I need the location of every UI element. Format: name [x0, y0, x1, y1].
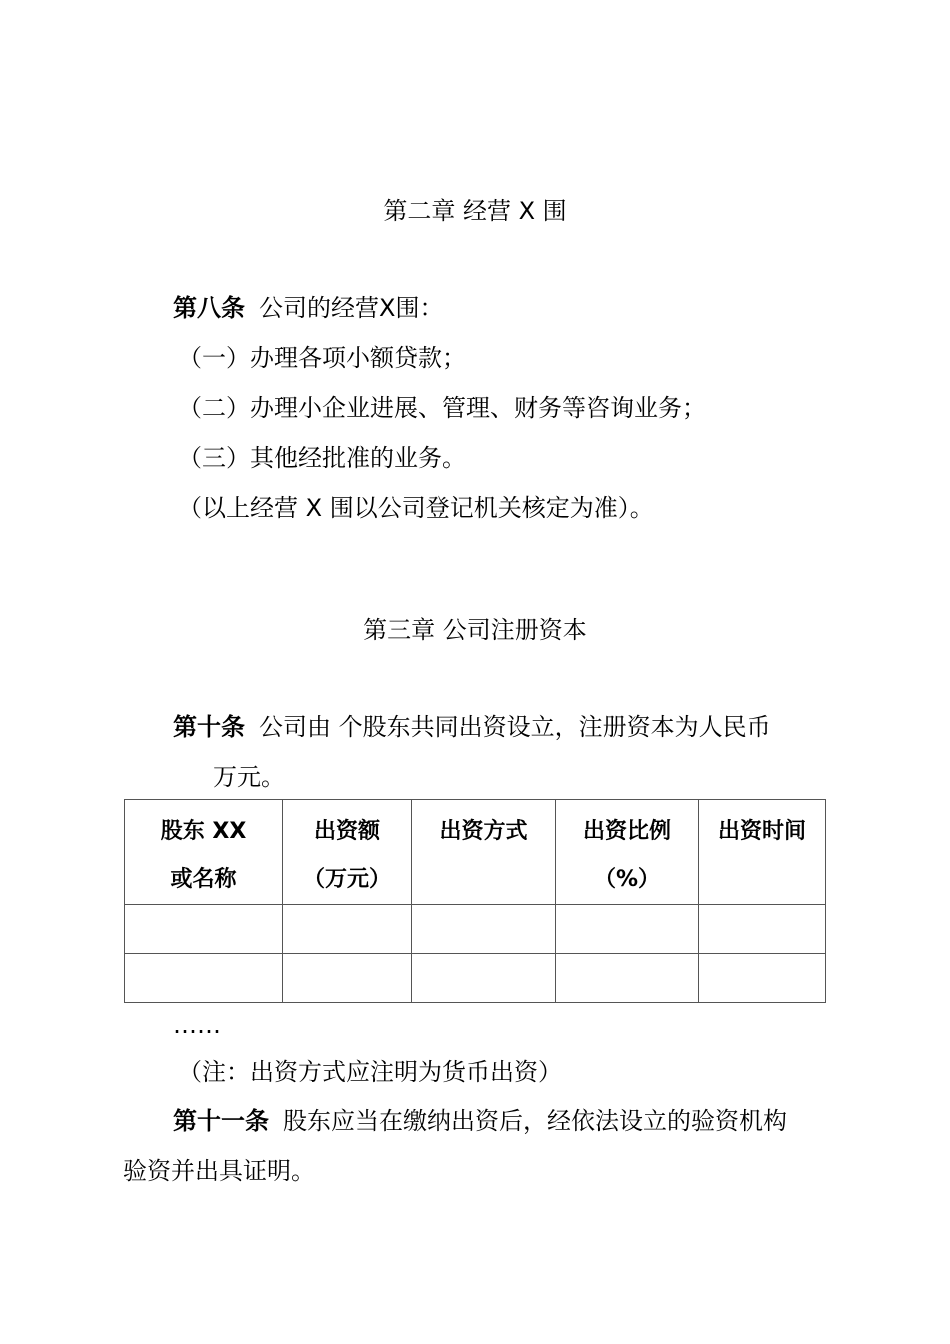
table-cell [699, 954, 826, 1003]
header-contribution-time: 出资时间 [699, 800, 826, 905]
shareholder-table [124, 799, 826, 1003]
chapter-3-heading: 第三章 公司注册资本 [363, 616, 587, 644]
scope-item-2: （二）办理小企业进展、管理、财务等咨询业务； [178, 394, 706, 422]
table-cell [412, 905, 556, 954]
contribution-note: （注：出资方式应注明为货币出资） [178, 1058, 562, 1086]
article-10-label: 第十条 [173, 713, 245, 741]
header-contribution-amount: 出资额 （万元） [283, 800, 412, 905]
article-11-text: 股东应当在缴纳出资后，经依法设立的验资机构 [283, 1107, 787, 1135]
table-cell [699, 905, 826, 954]
chapter-2-heading: 第二章 经营 X 围 [383, 197, 567, 225]
scope-item-1: （一）办理各项小额贷款； [178, 344, 466, 372]
article-10 [173, 710, 771, 744]
table-row [125, 954, 826, 1003]
table-cell [125, 954, 283, 1003]
ellipsis: …… [173, 1011, 221, 1039]
table-cell [125, 905, 283, 954]
article-10-continuation: 万元。 [213, 763, 285, 791]
article-8-text: 公司的经营X围： [259, 294, 444, 322]
header-contribution-method: 出资方式 [412, 800, 556, 905]
table-cell [412, 954, 556, 1003]
article-8 [173, 291, 443, 325]
scope-item-3: （三）其他经批准的业务。 [178, 444, 466, 472]
article-8-label: 第八条 [173, 294, 245, 322]
header-contribution-ratio: 出资比例 （%） [556, 800, 699, 905]
article-11-continuation: 验资并出具证明。 [123, 1157, 315, 1185]
table-cell [283, 905, 412, 954]
scope-note: （以上经营 X 围以公司登记机关核定为准）。 [178, 494, 654, 522]
article-10-text: 公司由 个股东共同出资设立，注册资本为人民币 [259, 713, 771, 741]
header-shareholder-name: 股东 XX 或名称 [125, 800, 283, 905]
table-row [125, 905, 826, 954]
article-11 [173, 1104, 787, 1138]
table-cell [556, 954, 699, 1003]
table-header-row [125, 800, 826, 905]
table-cell [283, 954, 412, 1003]
table-cell [556, 905, 699, 954]
article-11-label: 第十一条 [173, 1107, 269, 1135]
